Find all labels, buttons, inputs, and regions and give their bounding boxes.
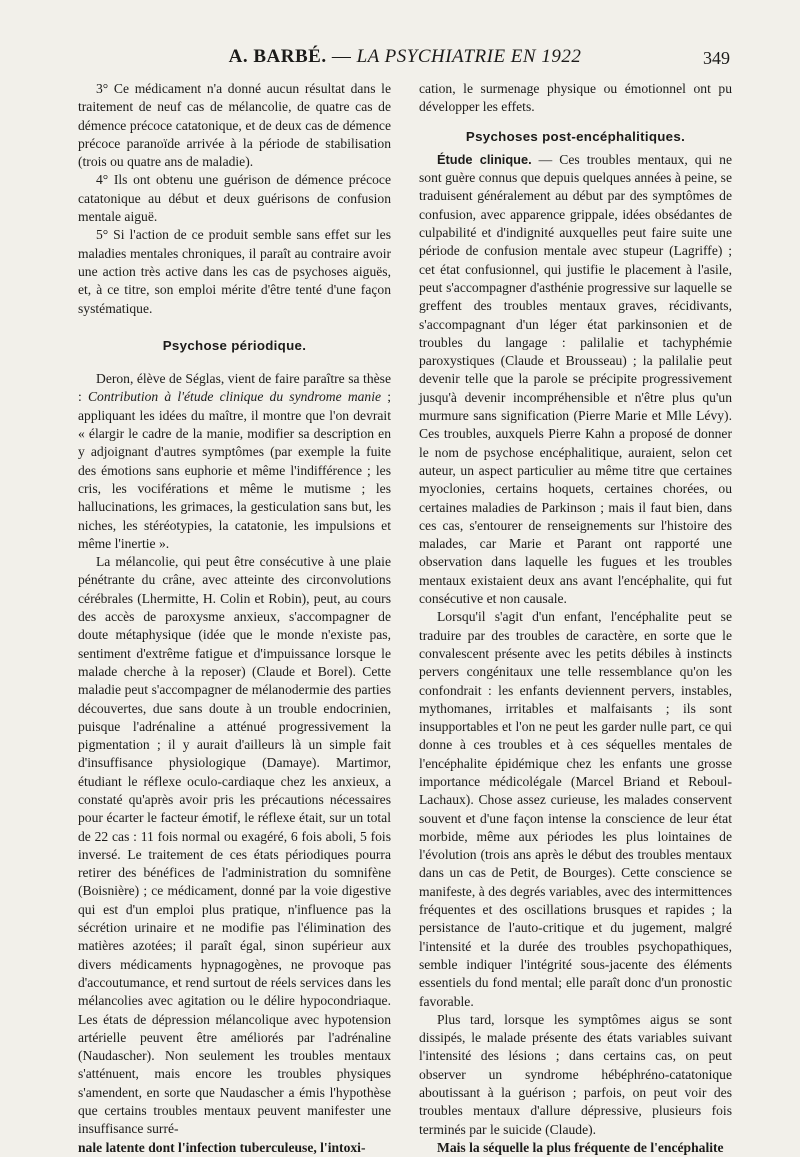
section-heading-post-encephalitiques: Psychoses post-encéphalitiques. bbox=[465, 128, 686, 144]
header-separator: — bbox=[326, 46, 357, 67]
paragraph-continuation: cation, le surmenage physique ou émotionnel ont pu développer les effets. bbox=[419, 81, 732, 115]
deron-text-end: ; appliquant les idées du maître, il montre que l'on devrait « élargir le cadre de la manie, modifier sa description en y adjoignant d'autres symptômes (par exemple la fuite des émotions sans euphorie et même l'indifférence ; les cris, les vociférations et même le mutisme ; les hallucinations, les grimaces, la gesticulation sans but, les niches, les stéréotypies, la catatonie, les impulsions et même l'inertie ». bbox=[78, 389, 391, 551]
author-name: A. BARBÉ. bbox=[228, 46, 327, 67]
running-head bbox=[80, 46, 730, 68]
paragraph-etude-clinique bbox=[419, 151, 732, 608]
paragraph-result-4: 4° Ils ont obtenu une guérison de démence précoce catatonique au début et deux guérisons de confusion mentale aiguë. bbox=[78, 172, 391, 225]
run-in-heading: Étude clinique. bbox=[437, 151, 532, 167]
paragraph-last-line: nale latente dont l'infection tuberculeuse, l'intoxi- bbox=[78, 1139, 366, 1155]
paragraph-last-line: Mais la séquelle la plus fréquente de l'encéphalite bbox=[437, 1139, 724, 1155]
section-heading-psychose-periodique: Psychose périodique. bbox=[162, 337, 307, 353]
paragraph-result-5: 5° Si l'action de ce produit semble sans effet sur les maladies mentales chroniques, il paraît au contraire avoir une action très active dans les cas de psychoses aiguës, et, à ce titre, son emploi mérite d'être tenté d'une façon systématique. bbox=[78, 227, 391, 316]
thesis-title: Contribution à l'étude clinique du syndrome manie bbox=[87, 389, 382, 405]
right-column bbox=[419, 80, 732, 1157]
paragraph-plus-tard: Plus tard, lorsque les symptômes aigus se sont dissipés, le malade présente des états variables suivant l'intensité des lésions ; dans certains cas, on peut observer un syndrome hébéphréno-catatonique aboutissant à la guérison ; parfois, on peut voir des troubles mentaux d'allure dépressive, plusieurs fois terminés par le suicide (Claude). bbox=[419, 1011, 732, 1137]
paragraph-result-3: 3° Ce médicament n'a donné aucun résultat dans le traitement de neuf cas de mélancolie, de quatre cas de démence précoce catatonique, et de deux cas de démence précoce paranoïde arrivée à la période de stabilisation (trois ou quatre ans de maladie). bbox=[78, 81, 391, 170]
paragraph-melancolie: La mélancolie, qui peut être consécutive à une plaie pénétrante du crâne, avec atteinte des circonvolutions cérébrales (Lhermitte, H. Colin et Robin), peut, au cours des accès de paroxysme anxieux, s'accompagner de doute métaphysique (idée que le monde n'existe pas, sentiment d'extrême fatigue et d'impuissance lorsque le malade cherche à la reposer) (Claude et Borel). Cette maladie peut s'accompagner de mélanodermie des parties découvertes, due sans doute à un trouble endocrinien, puisque l'adrénaline a atténué progressivement la pigmentation ; il y aurait d'ailleurs là un simple fait d'insuffisance physiologique (Damaye). Martimor, étudiant le réflexe oculo-cardiaque chez les anxieux, a constaté qu'après avoir pris les précautions nécessaires pour écarter le facteur émotif, le réflexe était, sur un total de 22 cas : 11 fois normal ou exagéré, 6 fois aboli, 5 fois inversé. Le traitement de ces états périodiques pourra retirer des bénéfices de l'administration du somnifène (Boisnière) ; ce médicament, donné par la voie digestive qui est d'un emploi plus pratique, n'influence pas la sécrétion urinaire et ne modifie pas l'élimination des matières azotées; il paraît égal, sinon supérieur aux divers médicaments hypnagogènes, ne provoque pas d'accoutumance, et rend surtout de réels services dans les mélancolies avec agitation ou le délire hypocondriaque. Les états de dépression mélancolique avec hypotension artérielle peuvent être améliorés par l'adrénaline (Naudascher). Non seulement les troubles mentaux s'atténuent, mais encore les troubles physiques s'amendent, en sorte que Naudascher a émis l'hypothèse que certains troubles mentaux peuvent manifester une insuffisance surré- bbox=[78, 554, 391, 1137]
paragraph-enfant: Lorsqu'il s'agit d'un enfant, l'encéphalite peut se traduire par des troubles de caractère, en sorte que le convalescent présente avec les petits débiles à instincts pervers congénitaux une telle ressemblance qu'on les confondrait : les enfants deviennent pervers, instables, mythomanes, irritables et malfaisants ; ils sont insupportables et l'on ne peut les garder nulle part, ce qui donne à ces troubles et à ces séquelles mentales de l'encéphalite épidémique chez les enfants une grosse importance médicolégale (Marcel Briand et Reboul-Lachaux). Chose assez curieuse, les malades conservent souvent et d'une façon intense la conscience de leur état morbide, même aux périodes les plus lointaines de l'évolution (trois ans après le début des troubles mentaux dans un cas de Petit, de Bourges). Cette conscience se manifeste, à des degrés variables, avec des intermittences fréquentes et des oscillations brusques et rapides ; la persistance de l'auto-critique et du jugement, malgré l'intensité et la durée des troubles psychopathiques, semble indiquer l'intégrité sous-jacente des éléments essentiels du fond mental; elle paraît donc d'un pronostic favorable. bbox=[419, 609, 732, 1009]
page-number: 349 bbox=[703, 48, 730, 68]
deron-text-start: Deron, élève de Séglas, vient de faire paraître sa thèse : bbox=[78, 371, 391, 405]
etude-clinique-text: — Ces troubles mentaux, qui ne sont guère connus que depuis quelques années à peine, se traduisent généralement au début par des symptômes de confusion, avec apparence grippale, idées obsédantes de culpabilité et d'indignité auxquelles peut faire suite une période de confusion mentale avec stupeur (Lagriffe) ; cet état confusionnel, qui justifie le placement à l'asile, peut s'accompagner d'asthénie progressive sur laquelle se greffent des troubles mentaux graves, récidivants, s'accompagnant d'un léger état parkinsonien et de troubles du langage : palilalie et tachyphémie paroxystiques (Claude et Brousseau) ; la palilalie peut devenir telle que la parole se précipite progressivement jusqu'à devenir incompréhensible et n'être plus qu'un murmure sans signification (Pierre Marie et Mlle Lévy). Ces troubles, auxquels Pierre Kahn a proposé de donner le nom de psychose encéphalitique, auraient, selon cet auteur, un aspect particulier au même titre que certaines myoclonies, certains hoquets, certaines chorées, ou certaines maladies de Parkinson ; mais il faut bien, dans ces cas, s'entourer de renseignements sur l'histoire des malades, car Marie et Parant ont rapporté une observation dans laquelle les fugues et les troubles mentaux existaient deux ans avant l'encéphalite, qui fut consécutive et non causale. bbox=[419, 151, 732, 607]
journal-title: LA PSYCHIATRIE EN 1922 bbox=[356, 46, 582, 67]
paragraph-deron bbox=[78, 370, 391, 553]
left-column bbox=[78, 80, 391, 1157]
page-header bbox=[80, 46, 730, 76]
